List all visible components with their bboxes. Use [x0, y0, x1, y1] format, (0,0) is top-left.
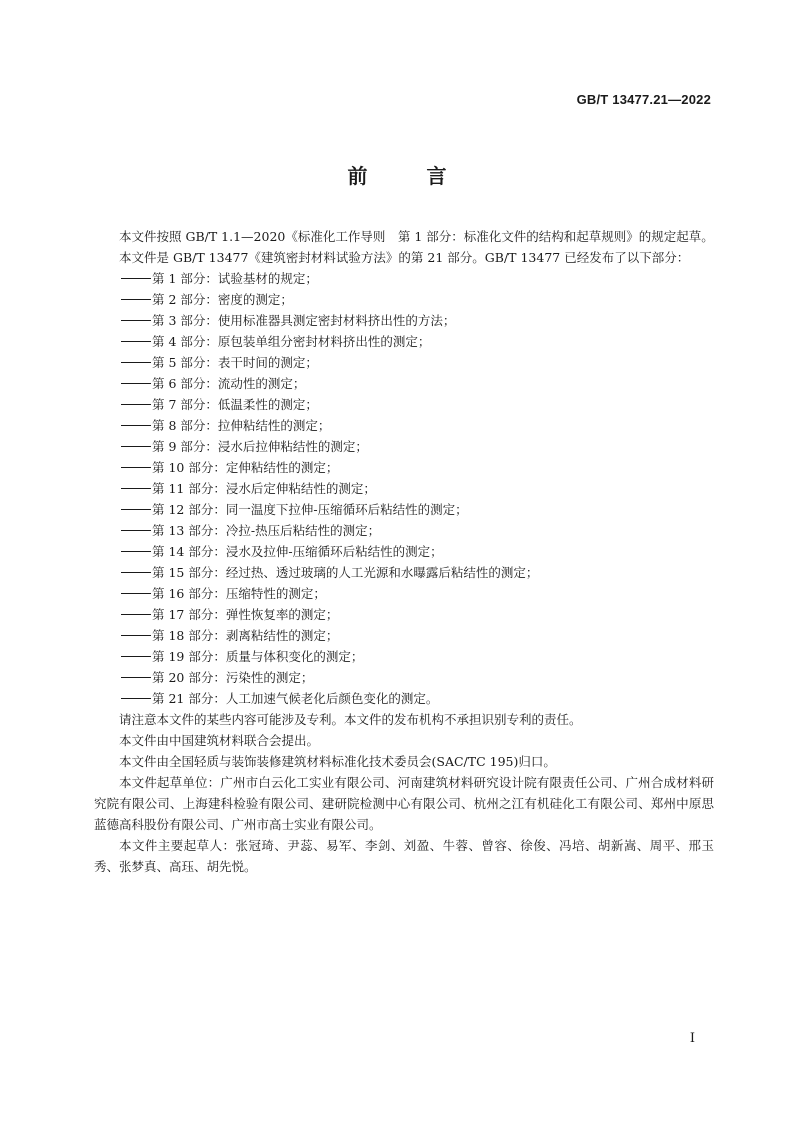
- part-label: 第 21 部分：人工加速气候老化后颜色变化的测定。: [152, 691, 439, 706]
- list-item: [94, 457, 714, 478]
- list-item: [94, 625, 714, 646]
- em-dash: [121, 614, 151, 616]
- intro-paragraph-2: 本文件是 GB/T 13477《建筑密封材料试验方法》的第 21 部分。GB/T 13477 已经发布了以下部分：: [119, 250, 690, 265]
- list-item: [94, 289, 714, 310]
- list-item: [94, 352, 714, 373]
- patent-notice: 请注意本文件的某些内容可能涉及专利。本文件的发布机构不承担识别专利的责任。: [119, 712, 582, 727]
- part-label: 第 12 部分：同一温度下拉伸-压缩循环后粘结性的测定；: [152, 502, 468, 517]
- em-dash: [121, 593, 151, 595]
- part-label: 第 18 部分：剥离粘结性的测定；: [152, 628, 339, 643]
- list-item: [94, 478, 714, 499]
- list-item: [94, 583, 714, 604]
- part-label: 第 5 部分：表干时间的测定；: [152, 355, 318, 370]
- list-item: [94, 394, 714, 415]
- em-dash: [121, 572, 151, 574]
- drafters: 本文件主要起草人：张冠琦、尹蕊、易军、李剑、刘盈、牛蓉、曾容、徐俊、冯培、胡新嵩、周平、邢玉秀、张梦真、高珏、胡先悦。: [94, 838, 714, 874]
- part-label: 第 6 部分：流动性的测定；: [152, 376, 306, 391]
- em-dash: [121, 404, 151, 406]
- part-label: 第 7 部分：低温柔性的测定；: [152, 397, 318, 412]
- em-dash: [121, 677, 151, 679]
- em-dash: [121, 509, 151, 511]
- part-label: 第 8 部分：拉伸粘结性的测定；: [152, 418, 331, 433]
- part-label: 第 15 部分：经过热、透过玻璃的人工光源和水曝露后粘结性的测定；: [152, 565, 539, 580]
- em-dash: [121, 488, 151, 490]
- page-title: 前 言: [347, 164, 473, 188]
- proposer-statement: 本文件由中国建筑材料联合会提出。: [119, 733, 320, 748]
- list-item: [94, 499, 714, 520]
- em-dash: [121, 656, 151, 658]
- part-label: 第 11 部分：浸水后定伸粘结性的测定；: [152, 481, 376, 496]
- em-dash: [121, 530, 151, 532]
- standard-code: GB/T 13477.21—2022: [576, 92, 711, 107]
- list-item: [94, 688, 714, 709]
- part-label: 第 3 部分：使用标准器具测定密封材料挤出性的方法；: [152, 313, 456, 328]
- drafting-units: 本文件起草单位：广州市白云化工实业有限公司、河南建筑材料研究设计院有限责任公司、广州合成材料研究院有限公司、上海建科检验有限公司、建研院检测中心有限公司、杭州之江有机硅化工有限公司、郑州中原思蓝德高科股份有限公司、广州市高士实业有限公司。: [94, 775, 714, 832]
- list-item: [94, 520, 714, 541]
- em-dash: [121, 320, 151, 322]
- em-dash: [121, 383, 151, 385]
- part-label: 第 14 部分：浸水及拉伸-压缩循环后粘结性的测定；: [152, 544, 443, 559]
- list-item: [94, 268, 714, 289]
- em-dash: [121, 446, 151, 448]
- foreword-body: [94, 226, 714, 877]
- em-dash: [121, 278, 151, 280]
- list-item: [94, 667, 714, 688]
- part-label: 第 20 部分：污染性的测定；: [152, 670, 314, 685]
- part-label: 第 2 部分：密度的测定；: [152, 292, 293, 307]
- em-dash: [121, 362, 151, 364]
- part-label: 第 10 部分：定伸粘结性的测定；: [152, 460, 339, 475]
- list-item: [94, 562, 714, 583]
- em-dash: [121, 551, 151, 553]
- part-label: 第 19 部分：质量与体积变化的测定；: [152, 649, 364, 664]
- em-dash: [121, 299, 151, 301]
- committee-statement: 本文件由全国轻质与装饰装修建筑材料标准化技术委员会(SAC/TC 195)归口。: [119, 754, 556, 769]
- list-item: [94, 373, 714, 394]
- em-dash: [121, 467, 151, 469]
- part-label: 第 16 部分：压缩特性的测定；: [152, 586, 326, 601]
- part-label: 第 4 部分：原包装单组分密封材料挤出性的测定；: [152, 334, 431, 349]
- page-number: I: [689, 1031, 695, 1046]
- em-dash: [121, 341, 151, 343]
- part-label: 第 1 部分：试验基材的规定；: [152, 271, 318, 286]
- em-dash: [121, 635, 151, 637]
- intro-paragraph-1: 本文件按照 GB/T 1.1—2020《标准化工作导则 第 1 部分：标准化文件的结构和起草规则》的规定起草。: [119, 229, 714, 244]
- list-item: [94, 331, 714, 352]
- list-item: [94, 436, 714, 457]
- list-item: [94, 415, 714, 436]
- em-dash: [121, 425, 151, 427]
- parts-list: [94, 268, 714, 709]
- list-item: [94, 646, 714, 667]
- part-label: 第 9 部分：浸水后拉伸粘结性的测定；: [152, 439, 368, 454]
- list-item: [94, 310, 714, 331]
- list-item: [94, 541, 714, 562]
- part-label: 第 17 部分：弹性恢复率的测定；: [152, 607, 339, 622]
- part-label: 第 13 部分：冷拉-热压后粘结性的测定；: [152, 523, 381, 538]
- list-item: [94, 604, 714, 625]
- em-dash: [121, 698, 151, 700]
